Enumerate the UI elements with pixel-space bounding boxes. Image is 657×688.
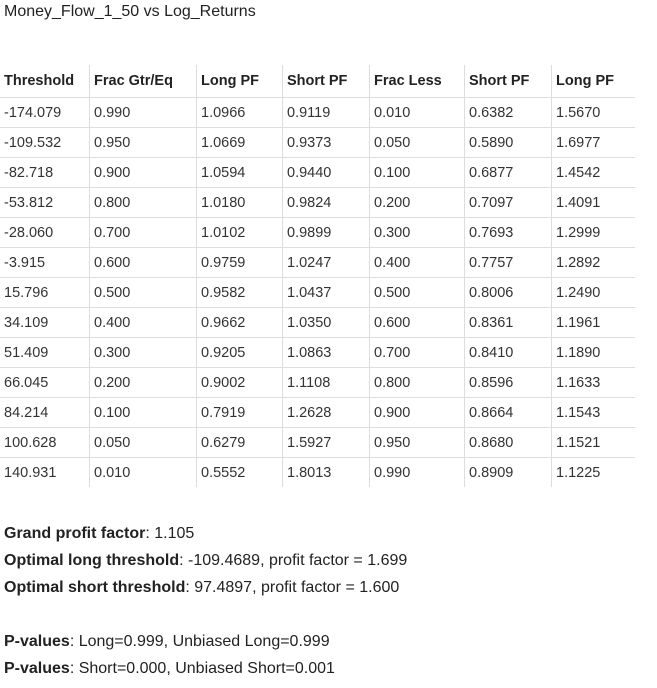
- cell-frac-gtr-eq: 0.900: [90, 158, 197, 188]
- cell-long-pf: 1.0669: [197, 128, 283, 158]
- cell-short-pf-less: 0.6877: [465, 158, 552, 188]
- cell-short-pf: 0.9899: [283, 218, 370, 248]
- optimal-short-label: Optimal short threshold: [4, 579, 186, 596]
- cell-threshold: 15.796: [0, 278, 90, 308]
- cell-frac-gtr-eq: 0.500: [90, 278, 197, 308]
- cell-frac-less: 0.700: [370, 338, 465, 368]
- table-row: [0, 278, 635, 308]
- cell-short-pf: 0.9824: [283, 188, 370, 218]
- cell-short-pf-less: 0.8909: [465, 458, 552, 488]
- table-row: [0, 248, 635, 278]
- cell-short-pf: 0.9119: [283, 98, 370, 128]
- cell-long-pf-less: 1.2490: [552, 278, 636, 308]
- cell-frac-less: 0.900: [370, 398, 465, 428]
- pvalues-short-line: [4, 660, 335, 678]
- cell-threshold: -3.915: [0, 248, 90, 278]
- cell-long-pf-less: 1.2892: [552, 248, 636, 278]
- table-row: [0, 218, 635, 248]
- cell-frac-less: 0.990: [370, 458, 465, 488]
- cell-frac-gtr-eq: 0.050: [90, 428, 197, 458]
- cell-frac-gtr-eq: 0.800: [90, 188, 197, 218]
- cell-long-pf: 1.0966: [197, 98, 283, 128]
- cell-short-pf: 0.9440: [283, 158, 370, 188]
- cell-frac-less: 0.950: [370, 428, 465, 458]
- cell-frac-less: 0.800: [370, 368, 465, 398]
- optimal-short-line: [4, 579, 399, 597]
- threshold-table: [0, 65, 635, 487]
- cell-frac-gtr-eq: 0.200: [90, 368, 197, 398]
- cell-frac-gtr-eq: 0.100: [90, 398, 197, 428]
- cell-short-pf: 0.9373: [283, 128, 370, 158]
- optimal-long-line: [4, 552, 407, 570]
- grand-profit-factor-line: [4, 525, 194, 543]
- cell-frac-gtr-eq: 0.300: [90, 338, 197, 368]
- cell-frac-gtr-eq: 0.600: [90, 248, 197, 278]
- cell-long-pf: 1.0180: [197, 188, 283, 218]
- optimal-long-label: Optimal long threshold: [4, 552, 180, 569]
- cell-frac-less: 0.050: [370, 128, 465, 158]
- cell-long-pf-less: 1.2999: [552, 218, 636, 248]
- cell-long-pf: 0.9759: [197, 248, 283, 278]
- cell-long-pf-less: 1.4091: [552, 188, 636, 218]
- cell-threshold: 100.628: [0, 428, 90, 458]
- cell-long-pf: 1.0594: [197, 158, 283, 188]
- header-frac-gtr-eq: Frac Gtr/Eq: [90, 65, 197, 98]
- cell-short-pf-less: 0.8006: [465, 278, 552, 308]
- optimal-long-value: : -109.4689, profit factor = 1.699: [179, 552, 408, 569]
- header-threshold: Threshold: [4, 73, 75, 89]
- pvalues-long-label: P-values: [4, 633, 70, 650]
- table-header-row: [0, 65, 635, 98]
- cell-long-pf: 0.5552: [197, 458, 283, 488]
- cell-long-pf: 0.9662: [197, 308, 283, 338]
- cell-threshold: 34.109: [0, 308, 90, 338]
- cell-frac-gtr-eq: 0.400: [90, 308, 197, 338]
- cell-long-pf-less: 1.1543: [552, 398, 636, 428]
- cell-threshold: 51.409: [0, 338, 90, 368]
- cell-long-pf-less: 1.5670: [552, 98, 636, 128]
- cell-long-pf-less: 1.1521: [552, 428, 636, 458]
- cell-frac-less: 0.600: [370, 308, 465, 338]
- cell-frac-less: 0.300: [370, 218, 465, 248]
- cell-short-pf-less: 0.5890: [465, 128, 552, 158]
- cell-short-pf: 1.0350: [283, 308, 370, 338]
- optimal-short-value: : 97.4897, profit factor = 1.600: [185, 579, 400, 596]
- header-frac-less: Frac Less: [370, 65, 465, 98]
- cell-threshold: 66.045: [0, 368, 90, 398]
- cell-long-pf-less: 1.1633: [552, 368, 636, 398]
- grand-profit-factor-value: : 1.105: [145, 525, 195, 542]
- cell-short-pf: 1.1108: [283, 368, 370, 398]
- table-row: [0, 308, 635, 338]
- table-row: [0, 428, 635, 458]
- cell-frac-gtr-eq: 0.950: [90, 128, 197, 158]
- table-row: [0, 188, 635, 218]
- cell-short-pf: 1.2628: [283, 398, 370, 428]
- cell-frac-gtr-eq: 0.700: [90, 218, 197, 248]
- table-row: [0, 368, 635, 398]
- cell-short-pf-less: 0.8410: [465, 338, 552, 368]
- cell-long-pf-less: 1.4542: [552, 158, 636, 188]
- table-row: [0, 158, 635, 188]
- cell-threshold: -28.060: [0, 218, 90, 248]
- cell-frac-less: 0.200: [370, 188, 465, 218]
- cell-short-pf-less: 0.7693: [465, 218, 552, 248]
- cell-frac-less: 0.010: [370, 98, 465, 128]
- cell-frac-gtr-eq: 0.990: [90, 98, 197, 128]
- cell-long-pf: 0.9582: [197, 278, 283, 308]
- cell-short-pf-less: 0.8680: [465, 428, 552, 458]
- cell-long-pf-less: 1.1961: [552, 308, 636, 338]
- report-title: Money_Flow_1_50 vs Log_Returns: [4, 3, 256, 20]
- grand-profit-factor-label: Grand profit factor: [4, 525, 146, 542]
- cell-short-pf-less: 0.7757: [465, 248, 552, 278]
- cell-long-pf: 0.6279: [197, 428, 283, 458]
- header-short-pf: Short PF: [283, 65, 370, 98]
- cell-threshold: 140.931: [0, 458, 90, 488]
- cell-long-pf: 1.0102: [197, 218, 283, 248]
- cell-short-pf: 1.0863: [283, 338, 370, 368]
- table-row: [0, 98, 635, 128]
- cell-frac-gtr-eq: 0.010: [90, 458, 197, 488]
- cell-long-pf: 0.7919: [197, 398, 283, 428]
- cell-long-pf-less: 1.1890: [552, 338, 636, 368]
- cell-threshold: 84.214: [0, 398, 90, 428]
- cell-long-pf-less: 1.1225: [552, 458, 636, 488]
- cell-short-pf-less: 0.7097: [465, 188, 552, 218]
- table-row: [0, 458, 635, 488]
- pvalues-short-label: P-values: [4, 660, 70, 677]
- cell-short-pf-less: 0.8664: [465, 398, 552, 428]
- cell-threshold: -53.812: [0, 188, 90, 218]
- cell-threshold: -174.079: [0, 98, 90, 128]
- table-body: [0, 98, 635, 488]
- cell-frac-less: 0.100: [370, 158, 465, 188]
- cell-short-pf-less: 0.8361: [465, 308, 552, 338]
- cell-long-pf-less: 1.6977: [552, 128, 636, 158]
- cell-short-pf: 1.5927: [283, 428, 370, 458]
- table-row: [0, 398, 635, 428]
- cell-short-pf: 1.0247: [283, 248, 370, 278]
- table-row: [0, 338, 635, 368]
- cell-frac-less: 0.500: [370, 278, 465, 308]
- header-long-pf: Long PF: [197, 65, 283, 98]
- cell-long-pf: 0.9205: [197, 338, 283, 368]
- cell-short-pf-less: 0.6382: [465, 98, 552, 128]
- cell-threshold: -109.532: [0, 128, 90, 158]
- table-row: [0, 128, 635, 158]
- cell-frac-less: 0.400: [370, 248, 465, 278]
- cell-short-pf: 1.8013: [283, 458, 370, 488]
- pvalues-long-value: : Long=0.999, Unbiased Long=0.999: [69, 633, 330, 650]
- cell-short-pf: 1.0437: [283, 278, 370, 308]
- cell-short-pf-less: 0.8596: [465, 368, 552, 398]
- header-long-pf-less: Long PF: [552, 65, 636, 98]
- pvalues-short-value: : Short=0.000, Unbiased Short=0.001: [69, 660, 335, 677]
- cell-long-pf: 0.9002: [197, 368, 283, 398]
- cell-threshold: -82.718: [0, 158, 90, 188]
- pvalues-long-line: [4, 633, 330, 651]
- header-short-pf-less: Short PF: [465, 65, 552, 98]
